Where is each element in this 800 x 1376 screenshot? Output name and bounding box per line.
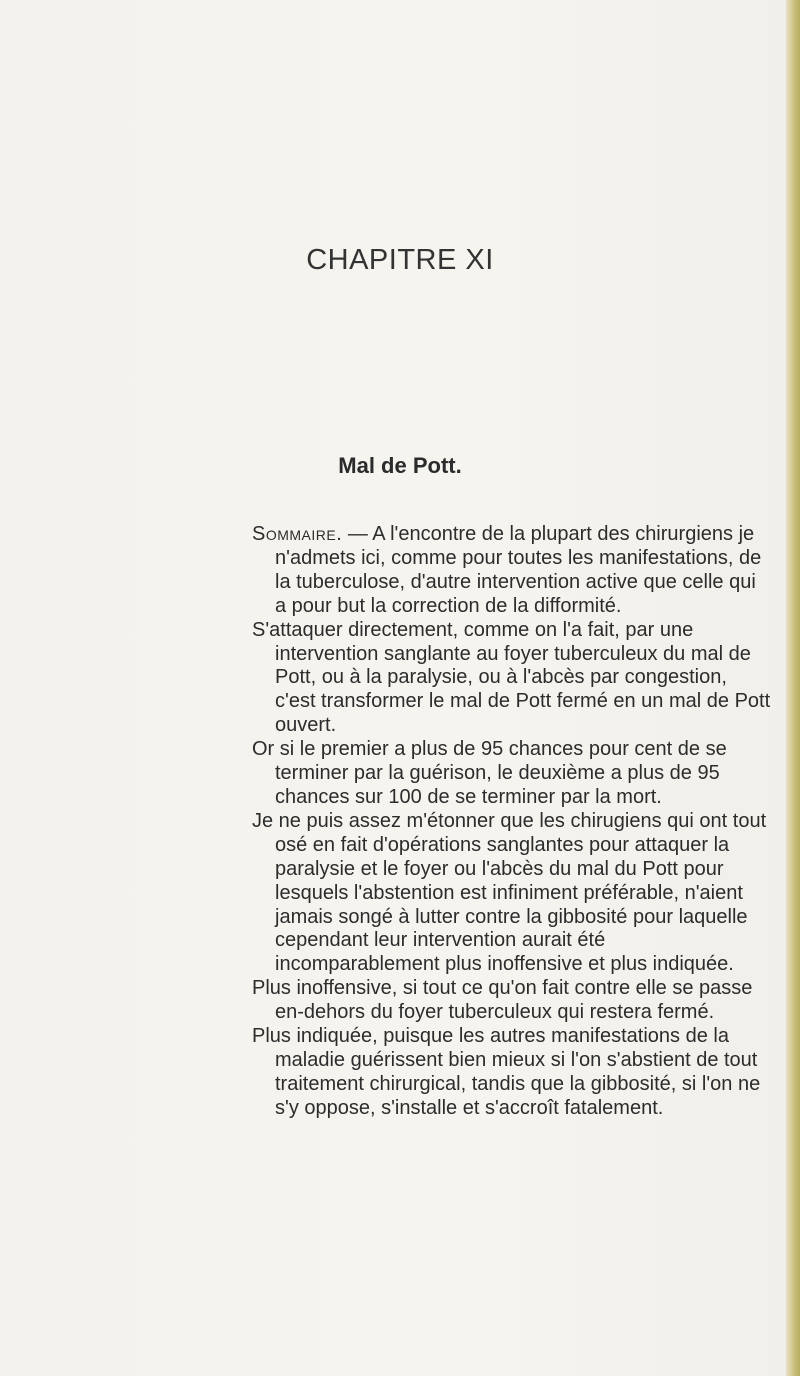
summary-text: — A l'encontre de la plupart des chirurgiens je n'admets ici, comme pour toutes les manifestations, de la tuberculose, d'autre intervention active que celle qui a pour but la correction de la difformité. [275,523,762,617]
page-edge [786,0,800,1376]
chapter-heading: CHAPITRE XI [306,244,494,276]
summary-paragraph [252,523,772,619]
section-title: Mal de Pott. [338,453,462,478]
paragraph: Je ne puis assez m'étonner que les chirugiens qui ont tout osé en fait d'opérations sanglantes pour attaquer la paralysie et le foyer ou l'abcès du mal du Pott pour lesquels l'abstention est infiniment préférable, n'aient jamais songé à lutter contre la gibbosité pour laquelle cependant leur intervention aurait été incomparablement plus inoffensive et plus indiquée. [252,809,767,976]
paragraph: Plus indiquée, puisque les autres manifestations de la maladie guérissent bien mieux si l'on s'abstient de tout traitement chirurgical, tandis que la gibbosité, si l'on ne s'y oppose, s'installe et s'accroît fatalement. [252,1025,761,1119]
paragraph: Or si le premier a plus de 95 chances pour cent de se terminer par la guérison, le deuxième a plus de 95 chances sur 100 de se terminer par la mort. [252,738,727,808]
body-text [252,523,772,1121]
paragraph: Plus inoffensive, si tout ce qu'on fait contre elle se passe en-dehors du foyer tuberculeux qui restera fermé. [252,977,753,1024]
paragraph: S'attaquer directement, comme on l'a fait, par une intervention sanglante au foyer tuberculeux du mal de Pott, ou à la paralysie, ou à l'abcès par congestion, c'est transformer le mal de Pott fermé en un mal de Pott ouvert. [252,618,771,737]
summary-label: Sommaire. [252,523,343,545]
